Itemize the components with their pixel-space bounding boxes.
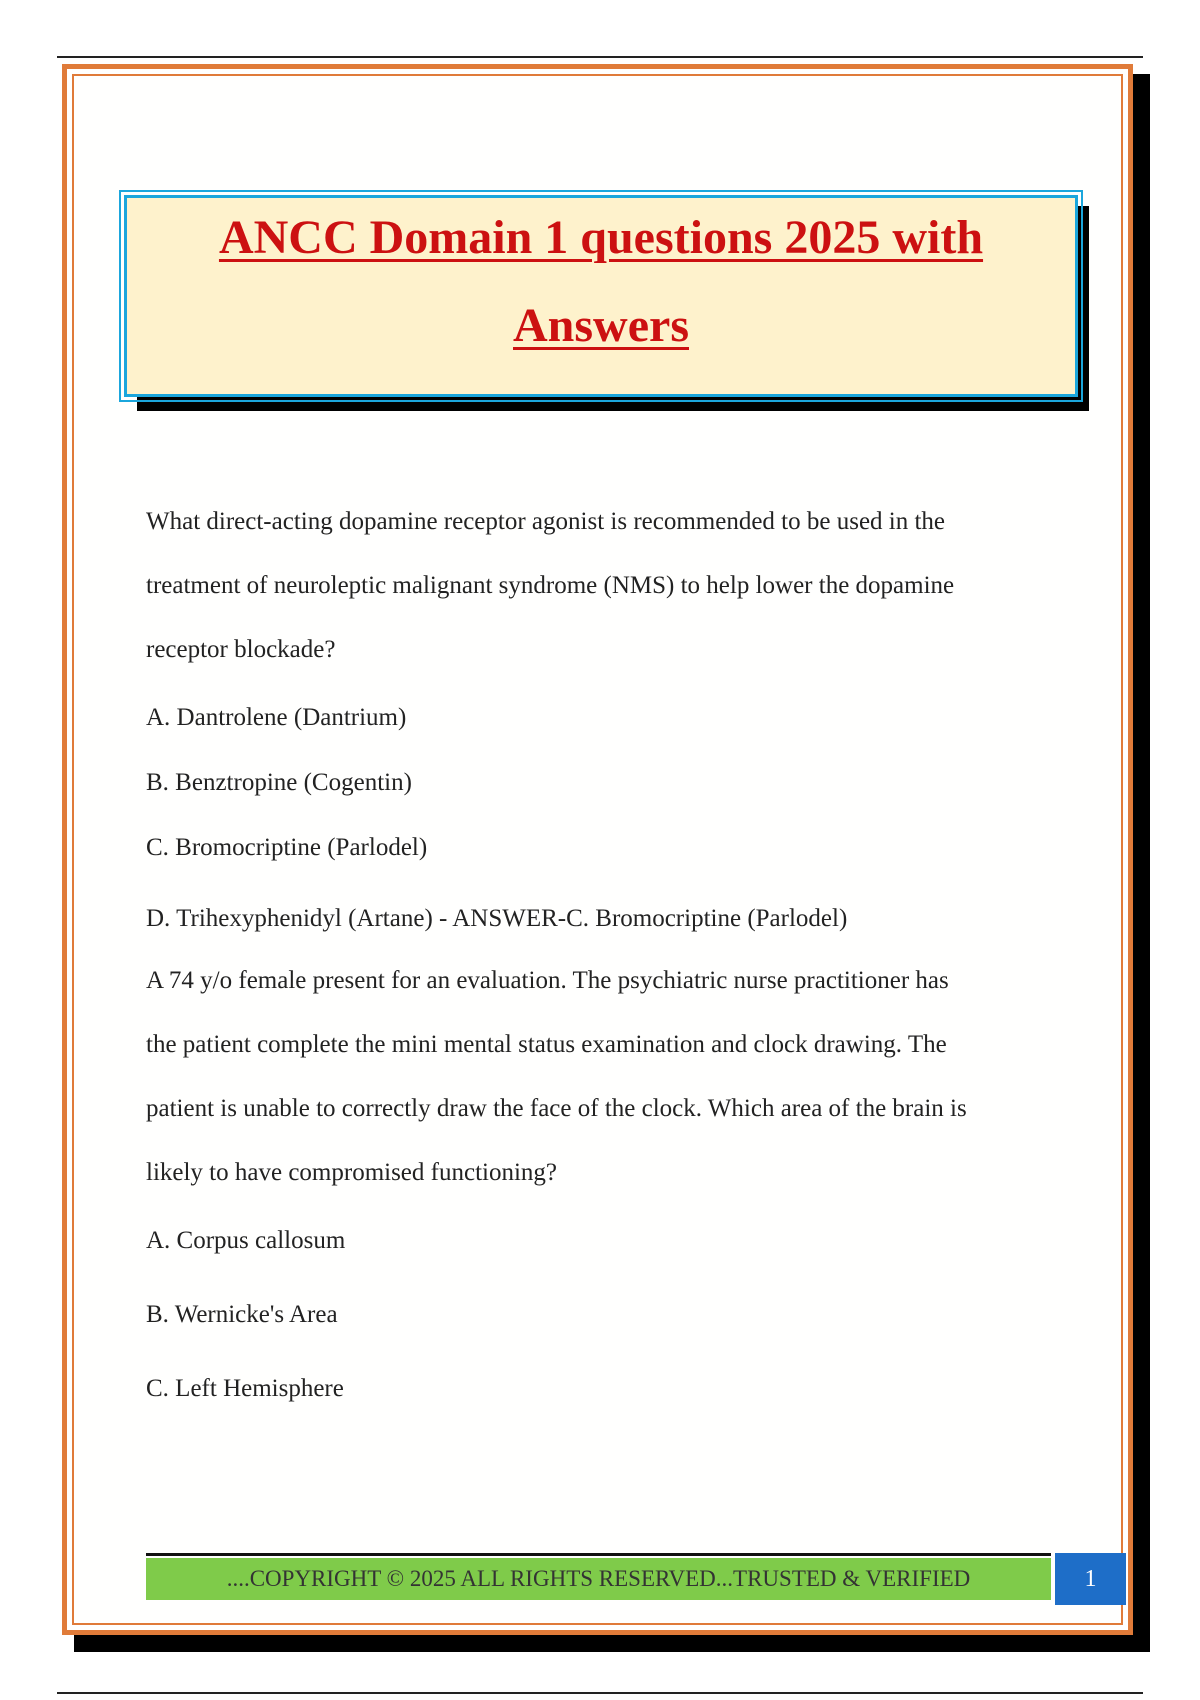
question-1-text [146,490,1076,682]
question-2-line-2: the patient complete the mini mental status examination and clock drawing. The [146,1031,947,1058]
title-box [124,195,1078,397]
footer-rule [146,1553,1051,1556]
page-number-badge: 1 [1055,1553,1126,1605]
question-2-text [146,949,1076,1205]
question-2-line-3: patient is unable to correctly draw the face of the clock. Which area of the brain is [146,1095,967,1122]
question-1-option-a: A. Dantrolene (Dantrium) [146,704,407,731]
question-2-option-a: A. Corpus callosum [146,1227,346,1254]
footer-copyright-bar: ....COPYRIGHT © 2025 ALL RIGHTS RESERVED...TRUSTED & VERIFIED [146,1558,1051,1600]
question-2-line-1: A 74 y/o female present for an evaluation. The psychiatric nurse practitioner has [146,967,949,994]
document-body [146,490,1076,1409]
question-1-line-1: What direct-acting dopamine receptor agonist is recommended to be used in the [146,508,946,535]
bottom-rule [57,1692,1143,1694]
question-1-option-b: B. Benztropine (Cogentin) [146,769,412,796]
question-2 [146,949,1076,1409]
question-1-option-c: C. Bromocriptine (Parlodel) [146,834,428,861]
question-1-line-2: treatment of neuroleptic malignant syndrome (NMS) to help lower the dopamine [146,572,955,599]
question-2-line-4: likely to have compromised functioning? [146,1159,558,1186]
document-title-line-1: ANCC Domain 1 questions 2025 with [218,211,984,264]
question-2-option-b: B. Wernicke's Area [146,1301,338,1328]
question-1 [146,490,1076,953]
document-title-line-2: Answers [513,299,689,352]
top-rule [57,56,1143,58]
question-2-option-c: C. Left Hemisphere [146,1375,344,1402]
question-1-line-3: receptor blockade? [146,636,336,663]
question-1-option-d-with-answer: D. Trihexyphenidyl (Artane) - ANSWER-C. Bromocriptine (Parlodel) [146,905,848,932]
